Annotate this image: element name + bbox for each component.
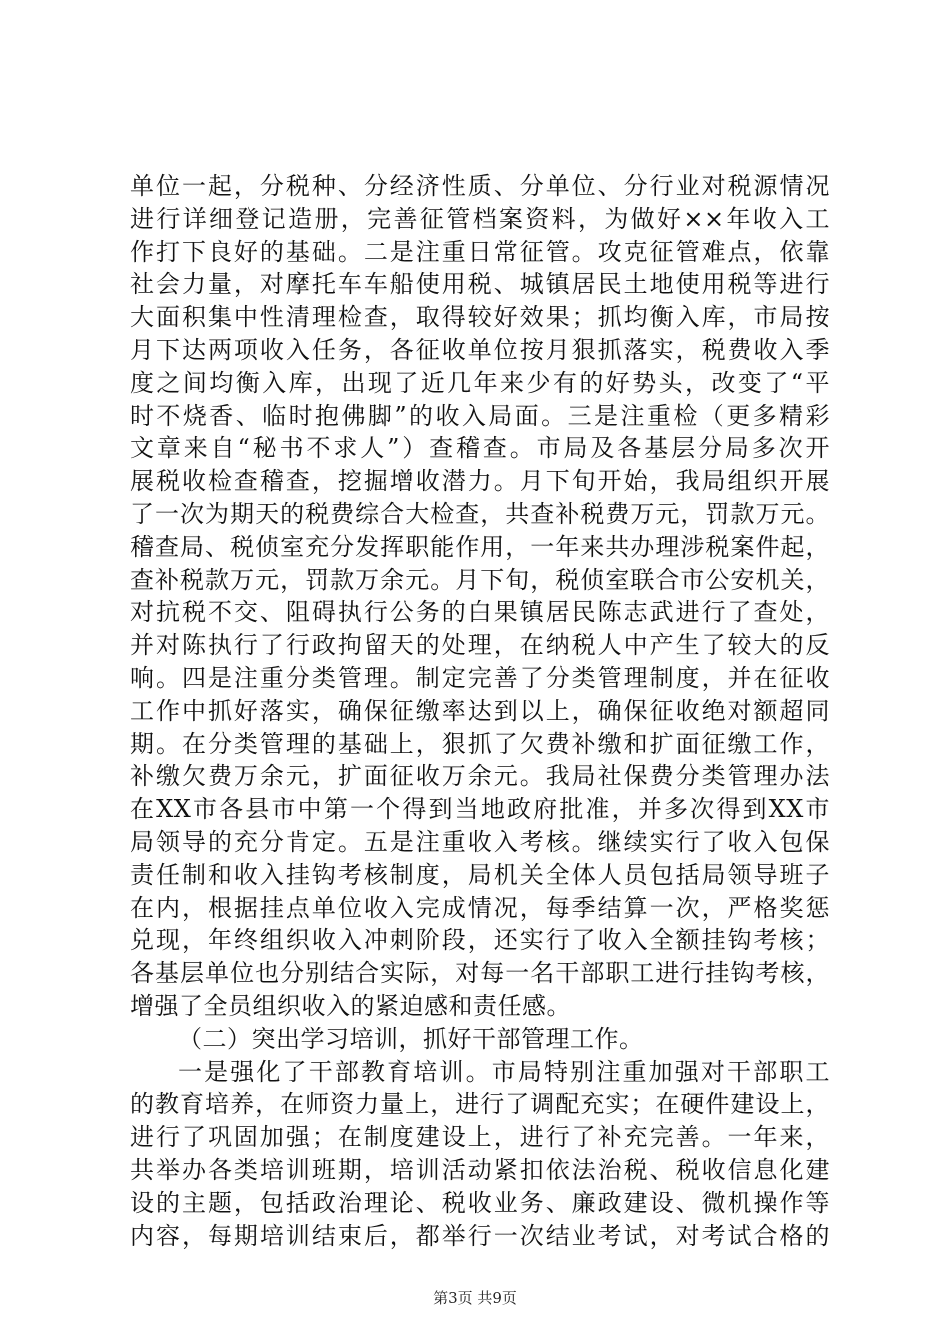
text-line: 在内，根据挂点单位收入完成情况，每季结算一次，严格奖惩 bbox=[130, 893, 830, 922]
text-line: 增强了全员组织收入的紧迫感和责任感。 bbox=[130, 991, 571, 1020]
text-line: 大面积集中性清理检查，取得较好效果；抓均衡入库，市局按 bbox=[130, 303, 830, 332]
text-line: 局领导的充分肯定。五是注重收入考核。继续实行了收入包保 bbox=[130, 827, 830, 856]
text-line: 响。四是注重分类管理。制定完善了分类管理制度，并在征收 bbox=[130, 663, 830, 692]
text-line: 时不烧香、临时抱佛脚”的收入局面。三是注重检（更多精彩 bbox=[130, 401, 830, 430]
text-line: 度之间均衡入库，出现了近几年来少有的好势头，改变了“平 bbox=[130, 368, 830, 397]
text-line: 并对陈执行了行政拘留天的处理，在纳税人中产生了较大的反 bbox=[130, 631, 830, 660]
text-line: 了一次为期天的税费综合大检查，共查补税费万元，罚款万元。 bbox=[130, 499, 830, 528]
text-line: 各基层单位也分别结合实际，对每一名干部职工进行挂钩考核， bbox=[130, 959, 830, 988]
text-line: 责任制和收入挂钩考核制度，局机关全体人员包括局领导班子 bbox=[130, 860, 830, 889]
text-line: 查补税款万元，罚款万余元。月下旬，税侦室联合市公安机关， bbox=[130, 565, 830, 594]
text-line: 月下达两项收入任务，各征收单位按月狠抓落实，税费收入季 bbox=[130, 335, 830, 364]
section-heading: （二）突出学习培训，抓好干部管理工作。 bbox=[178, 1024, 644, 1053]
text-line: 稽查局、税侦室充分发挥职能作用，一年来共办理涉税案件起， bbox=[130, 532, 830, 561]
text-line: 期。在分类管理的基础上，狠抓了欠费补缴和扩面征缴工作， bbox=[130, 729, 830, 758]
text-line: 作打下良好的基础。二是注重日常征管。攻克征管难点，依靠 bbox=[130, 237, 830, 266]
text-line: 进行详细登记造册，完善征管档案资料，为做好××年收入工 bbox=[130, 204, 830, 233]
text-line: 在XX市各县市中第一个得到当地政府批准，并多次得到XX市 bbox=[130, 795, 830, 824]
text-line: 展税收检查稽查，挖掘增收潜力。月下旬开始，我局组织开展 bbox=[130, 467, 830, 496]
page-number-footer: 第3页 共9页 bbox=[433, 1289, 517, 1307]
text-line: 一是强化了干部教育培训。市局特别注重加强对干部职工 bbox=[178, 1057, 830, 1086]
text-line: 文章来自“秘书不求人”）查稽查。市局及各基层分局多次开 bbox=[130, 434, 830, 463]
document-body bbox=[130, 170, 830, 1252]
paragraph-1 bbox=[130, 170, 830, 1023]
text-line: 的教育培养，在师资力量上，进行了调配充实；在硬件建设上， bbox=[130, 1090, 830, 1119]
text-line: 设的主题，包括政治理论、税收业务、廉政建设、微机操作等 bbox=[130, 1188, 830, 1217]
text-line: 对抗税不交、阻碍执行公务的白果镇居民陈志武进行了查处， bbox=[130, 598, 830, 627]
text-line: 兑现，年终组织收入冲刺阶段，还实行了收入全额挂钩考核； bbox=[130, 926, 830, 955]
text-line: 进行了巩固加强；在制度建设上，进行了补充完善。一年来， bbox=[130, 1123, 830, 1152]
text-line: 补缴欠费万余元，扩面征收万余元。我局社保费分类管理办法 bbox=[130, 762, 830, 791]
text-line: 工作中抓好落实，确保征缴率达到以上，确保征收绝对额超同 bbox=[130, 696, 830, 725]
text-line: 社会力量，对摩托车车船使用税、城镇居民土地使用税等进行 bbox=[130, 270, 830, 299]
text-line: 内容，每期培训结束后，都举行一次结业考试，对考试合格的 bbox=[130, 1221, 830, 1250]
text-line: 共举办各类培训班期，培训活动紧扣依法治税、税收信息化建 bbox=[130, 1155, 830, 1184]
text-line: 单位一起，分税种、分经济性质、分单位、分行业对税源情况 bbox=[130, 172, 830, 200]
paragraph-2 bbox=[130, 1056, 830, 1253]
